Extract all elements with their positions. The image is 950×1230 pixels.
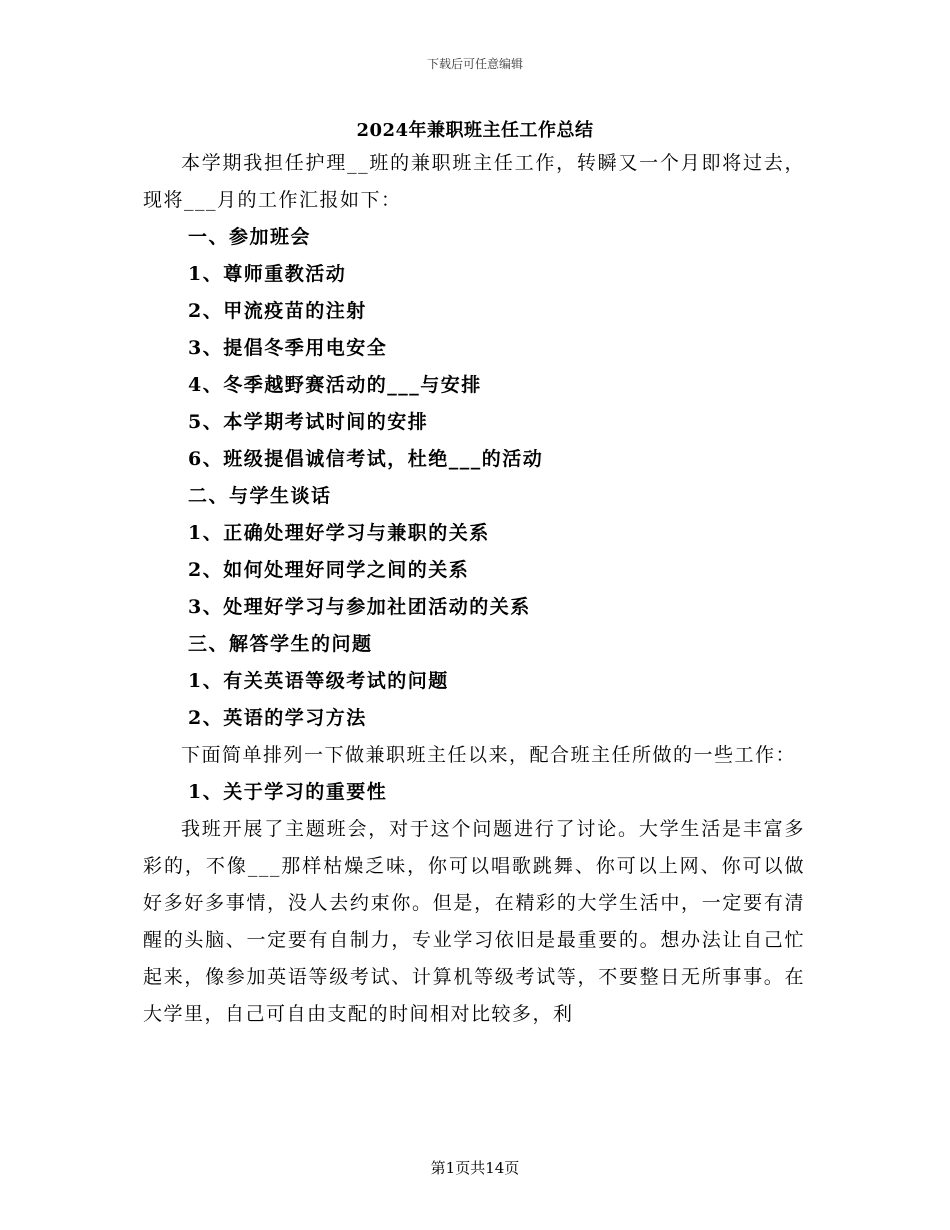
- list-item: 6、班级提倡诚信考试，杜绝___的活动: [188, 448, 544, 470]
- document-title: 2024年兼职班主任工作总结: [356, 120, 594, 141]
- list-item: 1、尊师重教活动: [188, 263, 347, 285]
- section-heading: 1、关于学习的重要性: [188, 781, 388, 803]
- page-footer: 第1页共14页: [430, 1159, 520, 1177]
- section-heading: 三、解答学生的问题: [188, 633, 373, 655]
- section-heading: 二、与学生谈话: [188, 485, 332, 507]
- header-note: 下载后可任意编辑: [426, 57, 523, 71]
- list-item: 2、甲流疫苗的注射: [188, 300, 367, 322]
- list-item: 2、英语的学习方法: [188, 707, 367, 729]
- section-heading: 一、参加班会: [188, 226, 312, 248]
- list-item: 1、有关英语等级考试的问题: [188, 670, 449, 692]
- list-item: 4、冬季越野赛活动的___与安排: [188, 374, 482, 396]
- list-item: 2、如何处理好同学之间的关系: [188, 559, 470, 581]
- body-paragraph: 下面简单排列一下做兼职班主任以来，配合班主任所做的一些工作：: [181, 744, 797, 766]
- list-item: 3、提倡冬季用电安全: [188, 337, 388, 359]
- document-body: [143, 145, 805, 1033]
- body-paragraph: 我班开展了主题班会，对于这个问题进行了讨论。大学生活是丰富多彩的，不像___那样枯燥乏味，你可以唱歌跳舞、你可以上网、你可以做好多好多事情，没人去约束你。但是，在精彩的大学生活中，一定要有清醒的头脑、一定要有自制力，专业学习依旧是最重要的。想办法让自己忙起来，像参加英语等级考试、计算机等级考试等，不要整日无所事事。在大学里，自己可自由支配的时间相对比较多，利: [143, 818, 805, 1025]
- intro-paragraph: 本学期我担任护理__班的兼职班主任工作，转瞬又一个月即将过去，现将___月的工作汇报如下：: [143, 152, 805, 211]
- list-item: 5、本学期考试时间的安排: [188, 411, 429, 433]
- list-item: 3、处理好学习与参加社团活动的关系: [188, 596, 531, 618]
- list-item: 1、正确处理好学习与兼职的关系: [188, 522, 490, 544]
